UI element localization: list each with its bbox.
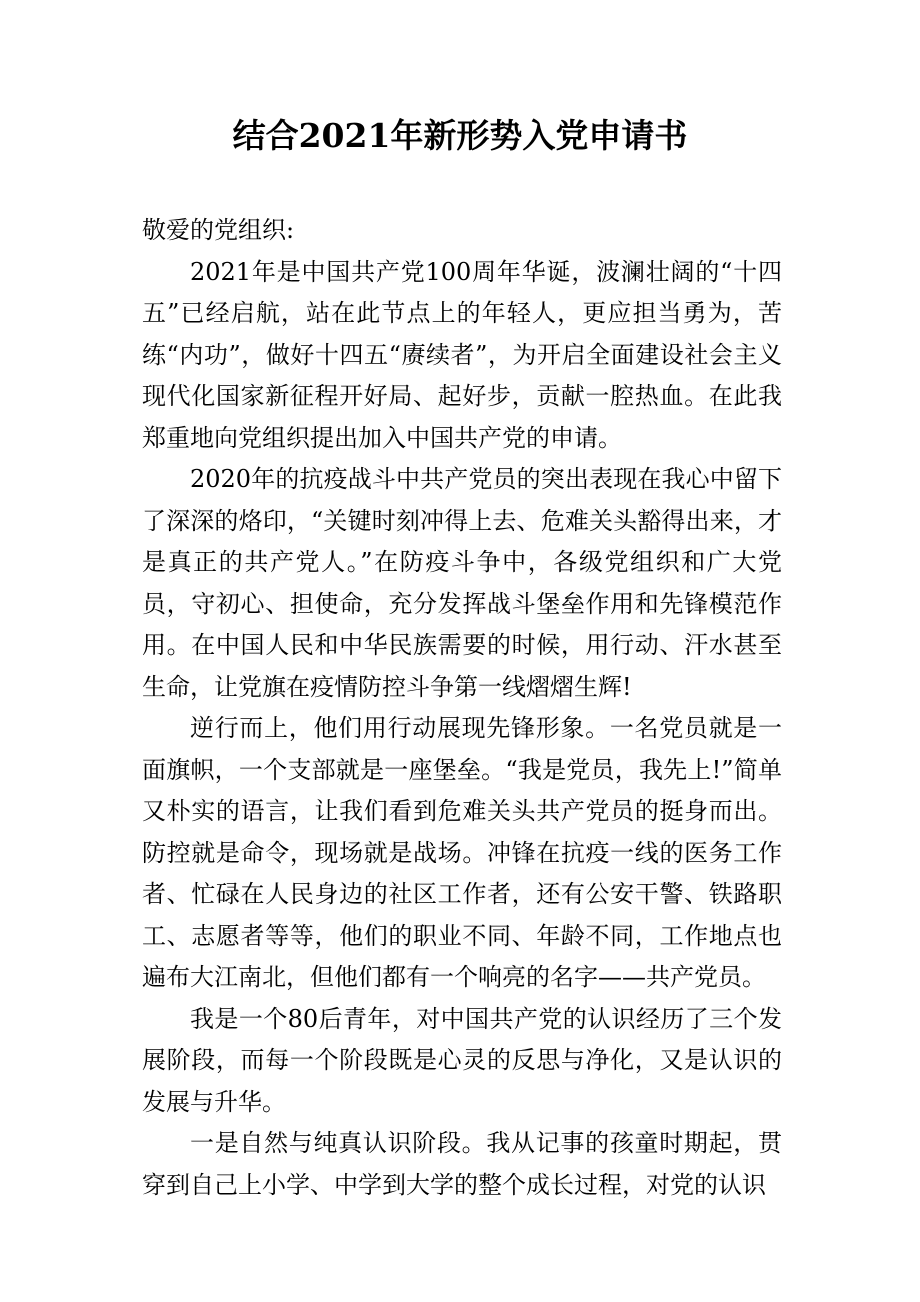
salutation: 敬爱的党组织: [142,216,295,244]
paragraph-5: 一是自然与纯真认识阶段。我从记事的孩童时期起，贯穿到自己上小学、中学到大学的整个成长过程，对党的认识 [142,1129,782,1199]
paragraph-2: 2020年的抗疫战斗中共产党员的突出表现在我心中留下了深深的烙印，“关键时刻冲得上去、危难关头豁得出来，才是真正的共产党人。”在防疫斗争中，各级党组织和广大党员，守初心、担使命，充分发挥战斗堡垒作用和先锋模范作用。在中国人民和中华民族需要的时候，用行动、汗水甚至生命，让党旗在疫情防控斗争第一线熠熠生辉! [142,465,782,701]
document-body [142,210,782,1206]
paragraph-3: 逆行而上，他们用行动展现先锋形象。一名党员就是一面旗帜，一个支部就是一座堡垒。“我是党员，我先上!”简单又朴实的语言，让我们看到危难关头共产党员的挺身而出。防控就是命令，现场就是战场。冲锋在抗疫一线的医务工作者、忙碌在人民身边的社区工作者，还有公安干警、铁路职工、志愿者等等，他们的职业不同、年龄不同，工作地点也遍布大江南北，但他们都有一个响亮的名字——共产党员。 [142,714,782,991]
document-title: 结合2021年新形势入党申请书 [232,116,688,155]
paragraph-1: 2021年是中国共产党100周年华诞，波澜壮阔的“十四五”已经启航，站在此节点上的年轻人，更应担当勇为，苦练“内功”，做好十四五“赓续者”，为开启全面建设社会主义现代化国家新征程开好局、起好步，贡献一腔热血。在此我郑重地向党组织提出加入中国共产党的申请。 [142,257,782,452]
paragraph-4: 我是一个80后青年，对中国共产党的认识经历了三个发展阶段，而每一个阶段既是心灵的反思与净化，又是认识的发展与升华。 [142,1004,782,1116]
